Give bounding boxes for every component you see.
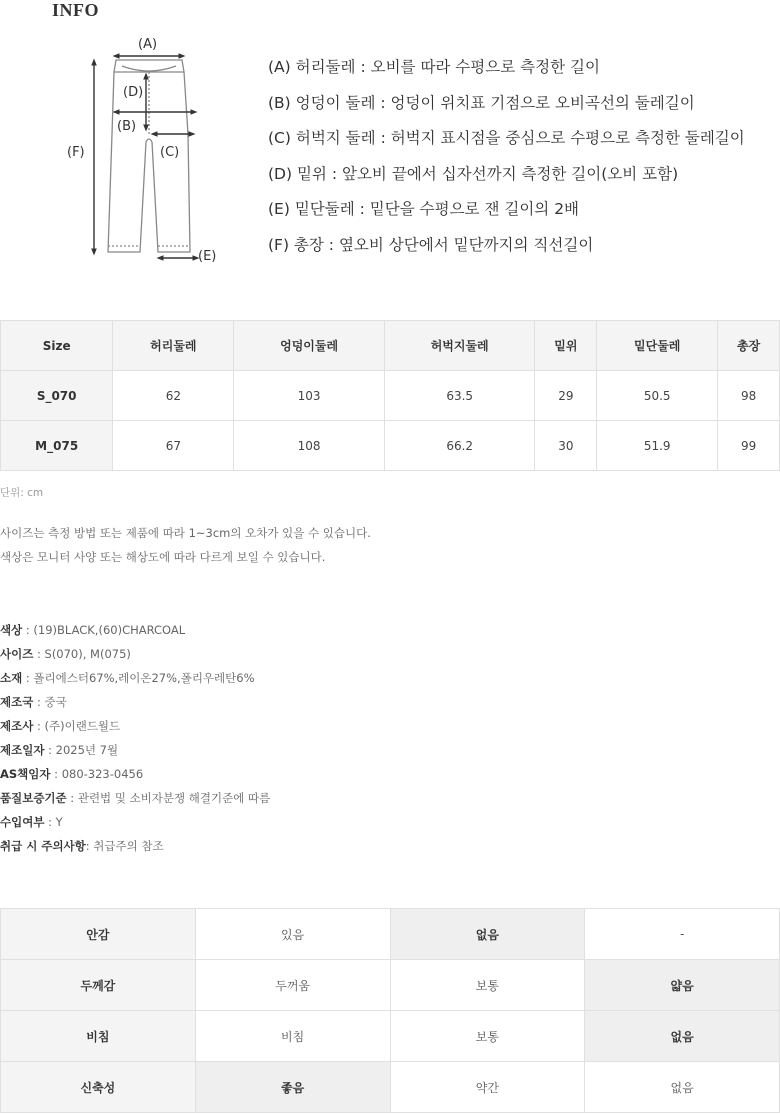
spec-value: : 2025년 7월 [44, 743, 119, 757]
unit-note: 단위: cm [0, 487, 44, 499]
spec-row [0, 812, 270, 836]
legend-item: (F) 총장 : 옆오비 상단에서 밑단까지의 직선길이 [268, 235, 594, 254]
spec-value: : 폴리에스터67%,레이온27%,폴리우레탄6% [22, 671, 255, 685]
label-f: (F) [67, 145, 85, 160]
fabric-row [1, 1062, 780, 1113]
spec-value: : (19)BLACK,(60)CHARCOAL [22, 623, 186, 637]
fabric-option: - [585, 909, 780, 960]
fabric-option: 두꺼움 [195, 960, 390, 1011]
spec-row [0, 836, 270, 860]
fabric-option: 보통 [390, 960, 585, 1011]
fabric-row [1, 1011, 780, 1062]
fabric-option: 보통 [390, 1011, 585, 1062]
size-table-header [1, 321, 780, 371]
fabric-option: 있음 [195, 909, 390, 960]
spec-key: 사이즈 [0, 647, 34, 661]
fabric-option: 약간 [390, 1062, 585, 1113]
spec-row [0, 764, 270, 788]
spec-value: : 관련법 및 소비자분쟁 해결기준에 따름 [66, 791, 271, 805]
size-label-cell: S_070 [1, 371, 113, 421]
spec-value: : 취급주의 참조 [85, 839, 164, 853]
spec-key: 제조일자 [0, 743, 45, 757]
label-d: (D) [123, 85, 144, 100]
spec-row [0, 644, 270, 668]
product-specs [0, 620, 270, 860]
size-value-cell: 50.5 [597, 371, 718, 421]
fabric-property-label: 안감 [1, 909, 196, 960]
fabric-option: 없음 [585, 1062, 780, 1113]
size-value-cell: 29 [535, 371, 597, 421]
spec-row [0, 788, 270, 812]
size-value-cell: 98 [718, 371, 780, 421]
size-header-cell: Size [1, 321, 113, 371]
spec-key: 수입여부 [0, 815, 45, 829]
measurement-legend [268, 56, 745, 270]
size-header-cell: 허벅지둘레 [384, 321, 535, 371]
size-table-row [1, 371, 780, 421]
legend-item: (B) 엉덩이 둘레 : 엉덩이 위치표 기점으로 오비곡선의 둘레길이 [268, 93, 695, 112]
fabric-property-table [0, 908, 780, 1113]
spec-row [0, 668, 270, 692]
size-header-cell: 엉덩이둘레 [234, 321, 385, 371]
fabric-option: 비침 [195, 1011, 390, 1062]
fabric-property-label: 신축성 [1, 1062, 196, 1113]
size-header-cell: 허리둘레 [113, 321, 234, 371]
fabric-property-label: 두께감 [1, 960, 196, 1011]
spec-key: 제조사 [0, 719, 34, 733]
size-header-cell: 밑위 [535, 321, 597, 371]
size-header-cell: 총장 [718, 321, 780, 371]
fabric-option-selected: 얇음 [585, 960, 780, 1011]
spec-row [0, 692, 270, 716]
size-value-cell: 51.9 [597, 421, 718, 471]
fabric-row [1, 960, 780, 1011]
size-value-cell: 30 [535, 421, 597, 471]
size-table-row [1, 421, 780, 471]
size-value-cell: 67 [113, 421, 234, 471]
size-value-cell: 66.2 [384, 421, 535, 471]
size-header-cell: 밑단둘레 [597, 321, 718, 371]
label-c: (C) [160, 145, 180, 160]
label-a: (A) [138, 37, 158, 52]
spec-value: : 중국 [33, 695, 67, 709]
spec-key: AS책임자 [0, 767, 51, 781]
size-value-cell: 62 [113, 371, 234, 421]
legend-item: (D) 밑위 : 앞오비 끝에서 십자선까지 측정한 길이(오비 포함) [268, 164, 679, 183]
note-color-variance: 색상은 모니터 사양 또는 해상도에 따라 다르게 보일 수 있습니다. [0, 550, 326, 564]
fabric-row [1, 909, 780, 960]
spec-key: 취급 시 주의사항 [0, 839, 86, 853]
label-e: (E) [198, 249, 217, 264]
note-size-tolerance: 사이즈는 측정 방법 또는 제품에 따라 1~3cm의 오차가 있을 수 있습니다. [0, 526, 371, 540]
spec-key: 제조국 [0, 695, 34, 709]
size-value-cell: 108 [234, 421, 385, 471]
legend-item: (E) 밑단둘레 : 밑단을 수평으로 잰 길이의 2배 [268, 200, 580, 219]
size-value-cell: 103 [234, 371, 385, 421]
spec-key: 품질보증기준 [0, 791, 67, 805]
notes [0, 523, 371, 571]
spec-value: : (주)이랜드월드 [33, 719, 121, 733]
spec-value: : 080-323-0456 [50, 767, 144, 781]
spec-value: : S(070), M(075) [33, 647, 131, 661]
fabric-property-label: 비침 [1, 1011, 196, 1062]
size-value-cell: 99 [718, 421, 780, 471]
spec-row [0, 740, 270, 764]
spec-row [0, 716, 270, 740]
size-label-cell: M_075 [1, 421, 113, 471]
spec-row [0, 620, 270, 644]
info-title: INFO [52, 0, 99, 20]
label-b: (B) [117, 119, 137, 134]
legend-item: (A) 허리둘레 : 오비를 따라 수평으로 측정한 길이 [268, 58, 600, 76]
spec-key: 소재 [0, 671, 23, 685]
pants-measurement-diagram [60, 24, 230, 274]
size-table [0, 320, 780, 471]
size-value-cell: 63.5 [384, 371, 535, 421]
fabric-option-selected: 없음 [585, 1011, 780, 1062]
fabric-option-selected: 없음 [390, 909, 585, 960]
spec-key: 색상 [0, 623, 23, 637]
legend-item: (C) 허벅지 둘레 : 허벅지 표시점을 중심으로 수평으로 측정한 둘레길이 [268, 129, 745, 148]
fabric-option-selected: 좋음 [195, 1062, 390, 1113]
spec-value: : Y [44, 815, 63, 829]
